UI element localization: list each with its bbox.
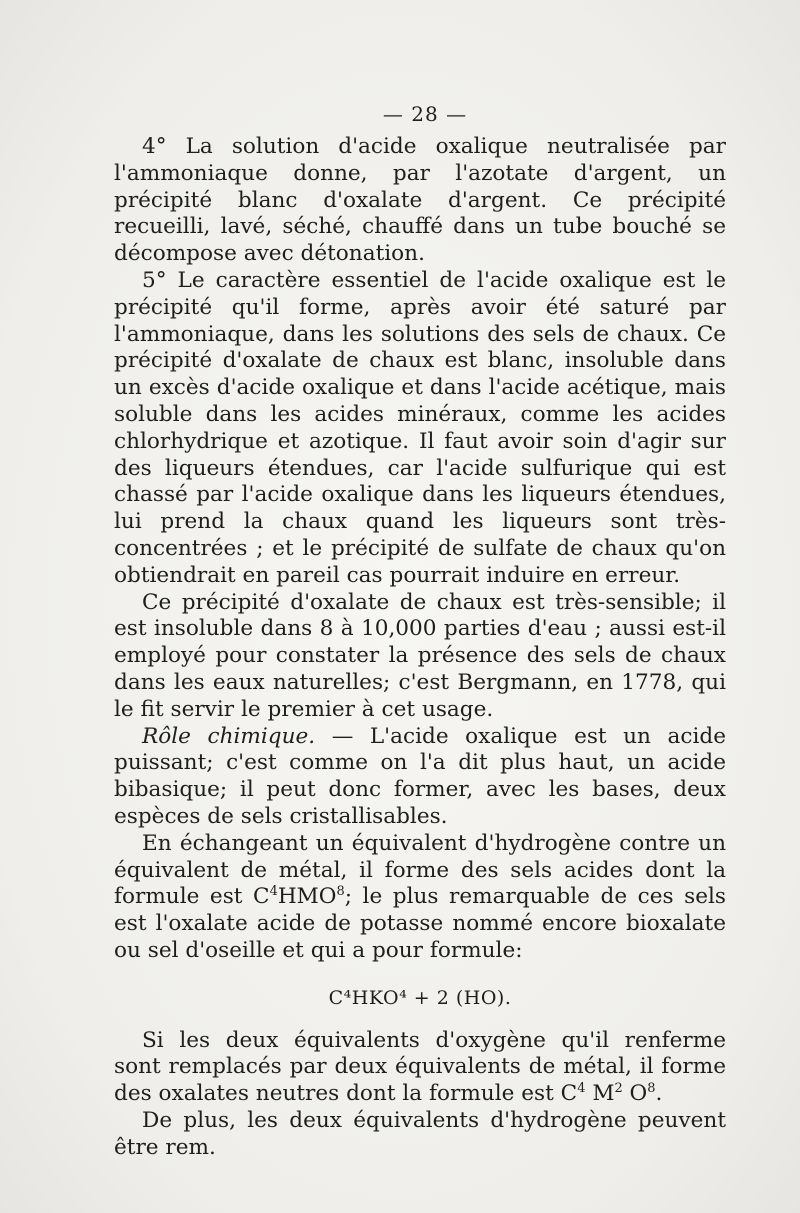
sels-acides-text-start: En échangeant un équivalent d'hydrogène contre un équivalent de métal, il forme des sels acides dont la formule est C bbox=[114, 830, 726, 910]
paragraph-final: De plus, les deux équivalents d'hydrogène peuvent être rem. bbox=[114, 1107, 726, 1160]
role-chimique-text: — L'acide oxalique est un acide puissant; c'est comme on l'a dit plus haut, un acide bibasique; il peut donc former, avec les bases, deux espèces de sels cristallisables. bbox=[114, 723, 726, 829]
formula-fragment: HMO bbox=[277, 884, 337, 910]
sels-acides-text-end: ; le plus remarquable de ces sels est l'oxalate acide de potasse nommé encore bioxalate ou sel d'oseille et qui a pour formule: bbox=[114, 884, 726, 963]
paragraph-sensitivity: Ce précipité d'oxalate de chaux est très-sensible; il est insoluble dans 8 à 10,000 parties d'eau ; aussi est-il employé pour constater la présence des sels de chaux dans les eaux naturelles; c'est Bergmann, en 1778, qui le fit servir le premier à cet usage. bbox=[114, 589, 726, 722]
formula-fragment: . bbox=[655, 1081, 663, 1107]
formula-superscript: 8 bbox=[647, 1080, 656, 1096]
section-heading-role-chimique: Rôle chimique. bbox=[142, 723, 316, 749]
formula-superscript: 2 bbox=[614, 1080, 623, 1096]
bioxalate-formula: C⁴HKO⁴ + 2 (HO). bbox=[328, 986, 512, 1009]
page-body bbox=[114, 134, 726, 1161]
page-number: — 28 — bbox=[382, 102, 468, 126]
formula-fragment: M bbox=[585, 1081, 615, 1107]
oxalates-neutres-text-start: Si les deux équivalents d'oxygène qu'il renferme sont remplacés par deux équivalents de métal, il forme des oxalates neutres dont la formule est C bbox=[114, 1027, 726, 1107]
formula-superscript: 8 bbox=[336, 884, 345, 900]
paragraph-sels-acides bbox=[114, 831, 726, 965]
formula-superscript: 4 bbox=[577, 1080, 586, 1096]
paragraph-role-chimique bbox=[114, 724, 726, 831]
paragraph-oxalates-neutres bbox=[114, 1028, 726, 1108]
formula-fragment: O bbox=[622, 1081, 648, 1107]
formula-superscript: 4 bbox=[269, 884, 278, 900]
paragraph-5: 5° Le caractère essentiel de l'acide oxalique est le précipité qu'il forme, après avoir été saturé par l'ammoniaque, dans les solutions des sels de chaux. Ce précipité d'oxalate de chaux est blanc, insoluble dans un excès d'acide oxalique et dans l'acide acétique, mais soluble dans les acides minéraux, comme les acides chlorhydrique et azotique. Il faut avoir soin d'agir sur des liqueurs étendues, car l'acide sulfurique qui est chassé par l'acide oxalique dans les liqueurs étendues, lui prend la chaux quand les liqueurs sont très-concentrées ; et le précipité de sulfate de chaux qu'on obtiendrait en pareil cas pourrait induire en erreur. bbox=[114, 267, 726, 588]
paragraph-4: 4° La solution d'acide oxalique neutralisée par l'ammoniaque donne, par l'azotate d'argent, un précipité blanc d'oxalate d'argent. Ce précipité recueilli, lavé, séché, chauffé dans un tube bouché se décompose avec détonation. bbox=[114, 134, 726, 267]
